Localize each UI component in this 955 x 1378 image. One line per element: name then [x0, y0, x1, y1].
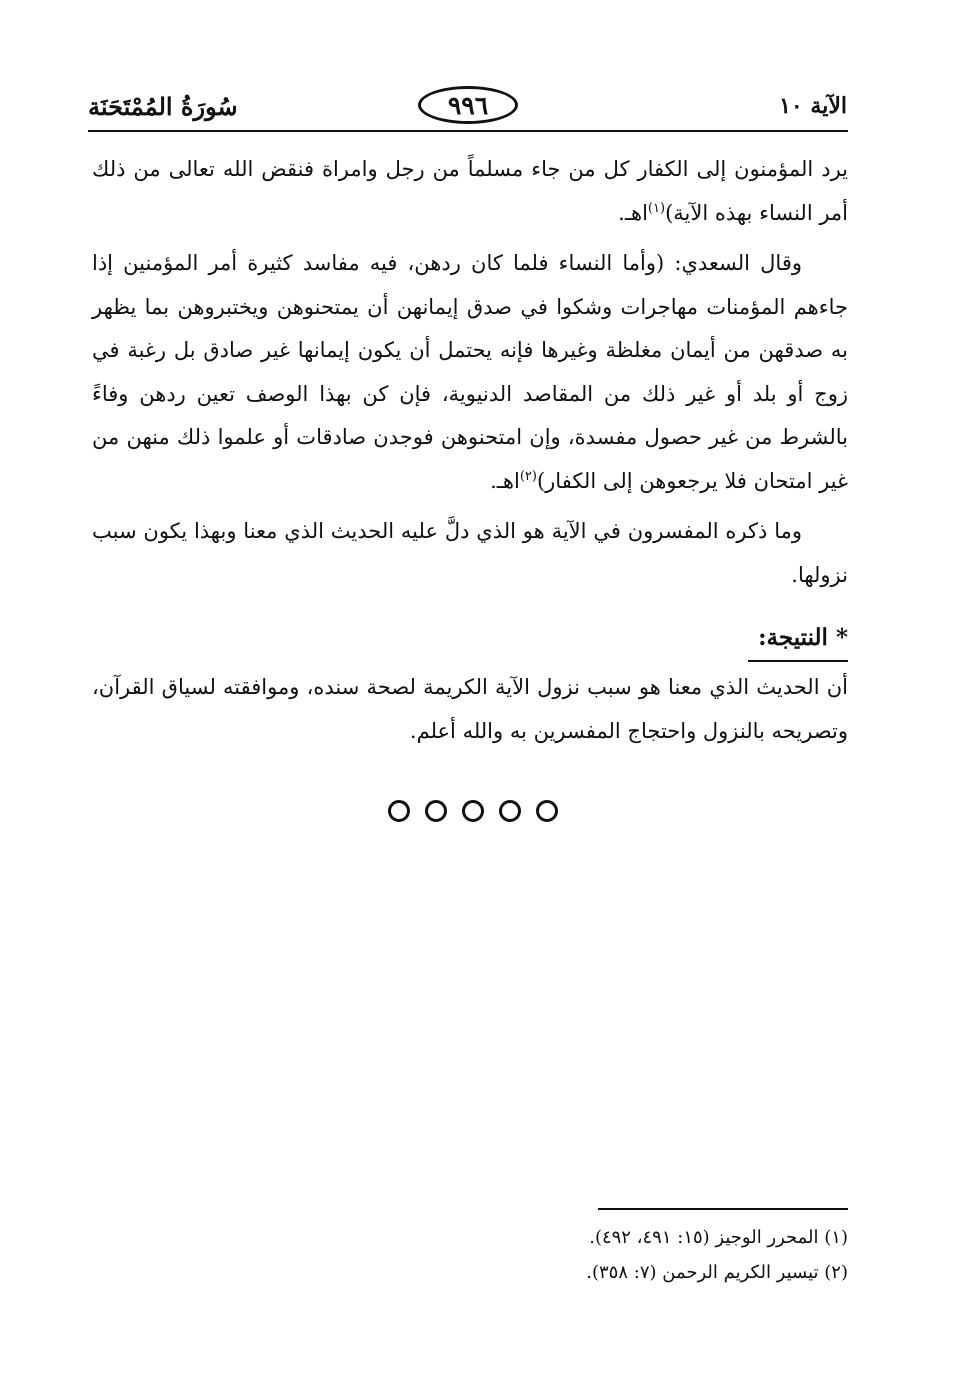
- footnotes: [392, 1220, 848, 1290]
- ornament-circle-icon: [388, 800, 410, 822]
- footnote-1: (١) المحرر الوجيز (١٥: ٤٩١، ٤٩٢).: [589, 1227, 848, 1248]
- footnote-ref-1: (١): [647, 200, 666, 216]
- result-section: [92, 604, 848, 662]
- paragraph-2: [92, 242, 848, 503]
- surah-title: سُورَةُ المُمْتَحَنَة: [88, 92, 238, 121]
- ornament-circle-icon: [425, 800, 447, 822]
- footnote-divider: [598, 1208, 848, 1210]
- paragraph-1-text: يرد المؤمنون إلى الكفار كل من جاء مسلماً من رجل وامراة فنقض الله تعالى من ذلك أمر النساء بهذه الآية): [92, 157, 848, 225]
- verse-label: الآية ١٠: [779, 93, 847, 119]
- ornament-circle-icon: [462, 800, 484, 822]
- ornament-circle-icon: [536, 800, 558, 822]
- result-heading: * النتيجة:: [748, 618, 848, 662]
- paragraph-1-end: اهـ.: [618, 200, 648, 225]
- section-end-ornament: [388, 800, 558, 822]
- paragraph-2-text: وقال السعدي: (وأما النساء فلما كان ردهن، فيه مفاسد كثيرة أمر المؤمنين إذا جاءهم المؤمنات مهاجرات وشكوا في صدق إيمانهن أن يمتحنوهن ويختبروهن بما يظهر به صدقهن من أيمان مغلظة وغيرها فإنه يحتمل أن يكون إيمانها غير صادق بل رغبة في زوج أو بلد أو غير ذلك من المقاصد الدنيوية، فإن كن بهذا الوصف تعين ردهن وفاءً بالشرط من غير حصول مفسدة، وإن امتحنوهن فوجدن صادقات أو علموا ذلك منهن من غير امتحان فلا يرجعوهن إلى الكفار): [92, 251, 848, 493]
- page-number: ٩٩٦: [418, 86, 518, 124]
- main-text: [92, 148, 848, 760]
- footnote-ref-2: (٢): [519, 468, 537, 484]
- footnote-2: (٢) تيسير الكريم الرحمن (٧: ٣٥٨).: [586, 1262, 848, 1283]
- header-divider: [88, 130, 848, 132]
- result-text: أن الحديث الذي معنا هو سبب نزول الآية الكريمة لصحة سنده، وموافقته لسياق القرآن، وتصريحه بالنزول واحتجاج المفسرين به والله أعلم.: [92, 675, 848, 743]
- paragraph-3: وما ذكره المفسرون في الآية هو الذي دلَّ عليه الحديث الذي معنا وبهذا يكون سبب نزولها.: [92, 519, 848, 587]
- ornament-circle-icon: [499, 800, 521, 822]
- paragraph-2-end: اهـ.: [490, 468, 520, 493]
- paragraph-1: [92, 148, 848, 235]
